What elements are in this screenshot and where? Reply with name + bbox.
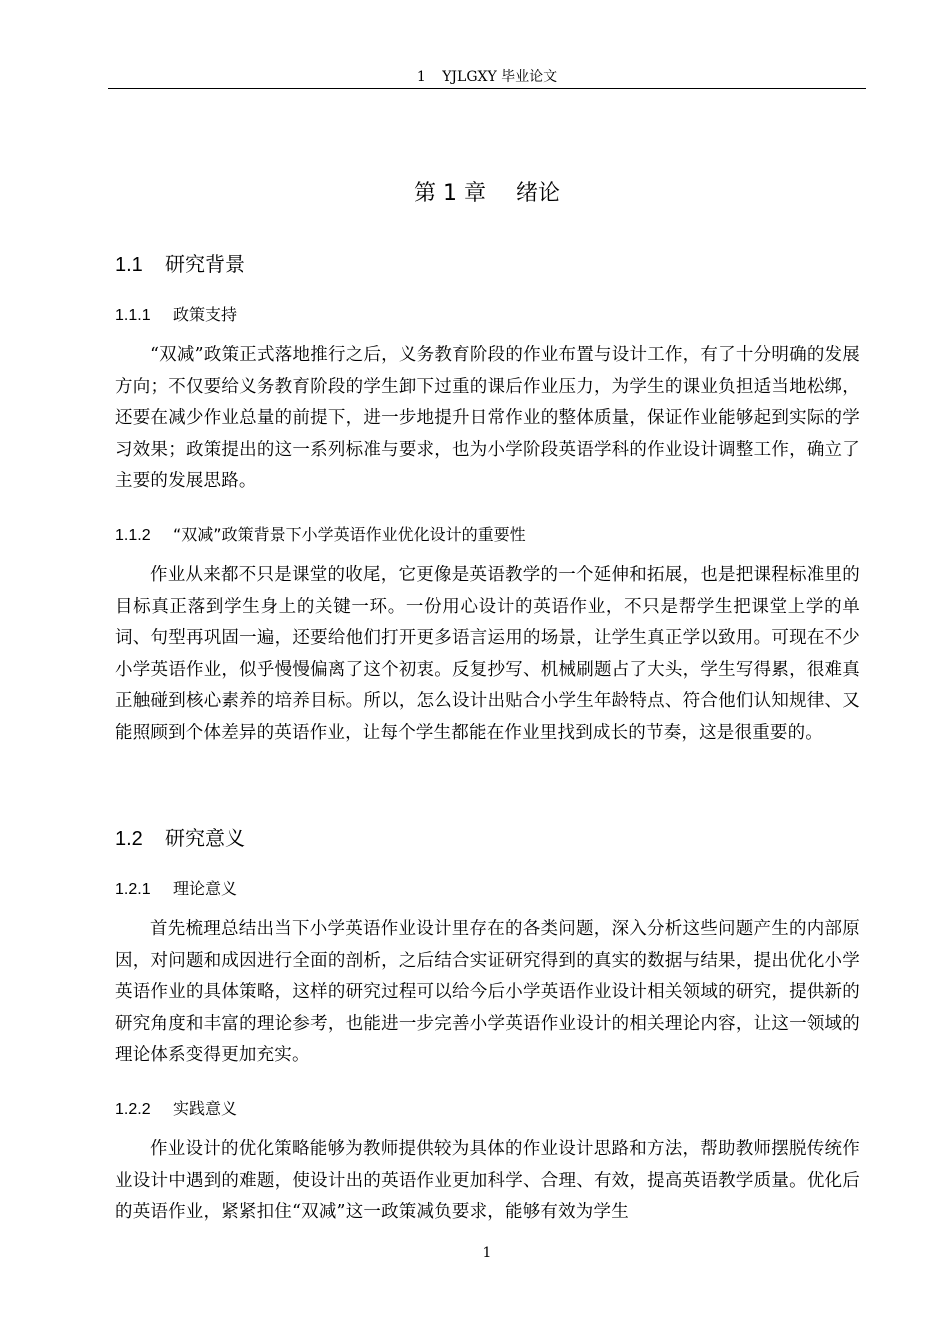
subsection-number: 1.1.1 <box>115 307 151 324</box>
subsection-title: “双减”政策背景下小学英语作业优化设计的重要性 <box>173 525 526 544</box>
subsection-number: 1.1.2 <box>115 527 151 544</box>
chapter-number: 第 1 章 <box>414 181 486 206</box>
header-rule <box>108 88 866 89</box>
subsection-number: 1.2.1 <box>115 881 151 898</box>
section-title: 研究背景 <box>165 252 245 276</box>
paragraph: 作业设计的优化策略能够为教师提供较为具体的作业设计思路和方法，帮助教师摆脱传统作业设计中遇到的难题，使设计出的英语作业更加科学、合理、有效，提高英语教学质量。优化后的英语作业，紧紧扣住“双减”这一政策减负要求，能够有效为学生 <box>115 1139 860 1222</box>
section-heading <box>115 250 245 279</box>
subsection-heading <box>115 1097 237 1122</box>
paragraph: 首先梳理总结出当下小学英语作业设计里存在的各类问题，深入分析这些问题产生的内部原因，对问题和成因进行全面的剖析，之后结合实证研究得到的真实的数据与结果，提出优化小学英语作业的具体策略，这样的研究过程可以给今后小学英语作业设计相关领域的研究，提供新的研究角度和丰富的理论参考，也能进一步完善小学英语作业设计的相关理论内容，让这一领域的理论体系变得更加充实。 <box>115 919 860 1065</box>
section-heading <box>115 824 245 853</box>
section-title: 研究意义 <box>165 826 245 850</box>
paragraph: “双减”政策正式落地推行之后，义务教育阶段的作业布置与设计工作，有了十分明确的发展方向；不仅要给义务教育阶段的学生卸下过重的课后作业压力，为学生的课业负担适当地松绑，还要在减少作业总量的前提下，进一步地提升日常作业的整体质量，保证作业能够起到实际的学习效果；政策提出的这一系列标准与要求，也为小学阶段英语学科的作业设计调整工作，确立了主要的发展思路。 <box>115 345 860 491</box>
subsection-title: 政策支持 <box>173 305 238 324</box>
running-header <box>108 68 866 86</box>
subsection-number: 1.2.2 <box>115 1101 151 1118</box>
page-number: 1 <box>482 1245 492 1261</box>
subsection-heading <box>115 523 526 548</box>
subsection-title: 理论意义 <box>173 879 238 898</box>
subsection-title: 实践意义 <box>173 1099 238 1118</box>
header-title: YJLGXY 毕业论文 <box>442 69 558 85</box>
section-number: 1.1 <box>115 254 143 276</box>
chapter-name: 绪论 <box>515 181 560 206</box>
chapter-title <box>108 178 866 210</box>
header-page-number: 1 <box>416 69 426 85</box>
subsection-heading <box>115 877 237 902</box>
subsection-heading <box>115 303 237 328</box>
section-number: 1.2 <box>115 828 143 850</box>
paragraph: 作业从来都不只是课堂的收尾，它更像是英语教学的一个延伸和拓展，也是把课程标准里的目标真正落到学生身上的关键一环。一份用心设计的英语作业，不只是帮学生把课堂上学的单词、句型再巩固一遍，还要给他们打开更多语言运用的场景，让学生真正学以致用。可现在不少小学英语作业，似乎慢慢偏离了这个初衷。反复抄写、机械刷题占了大头，学生写得累，很难真正触碰到核心素养的培养目标。所以，怎么设计出贴合小学生年龄特点、符合他们认知规律、又能照顾到个体差异的英语作业，让每个学生都能在作业里找到成长的节奏，这是很重要的。 <box>115 565 860 743</box>
